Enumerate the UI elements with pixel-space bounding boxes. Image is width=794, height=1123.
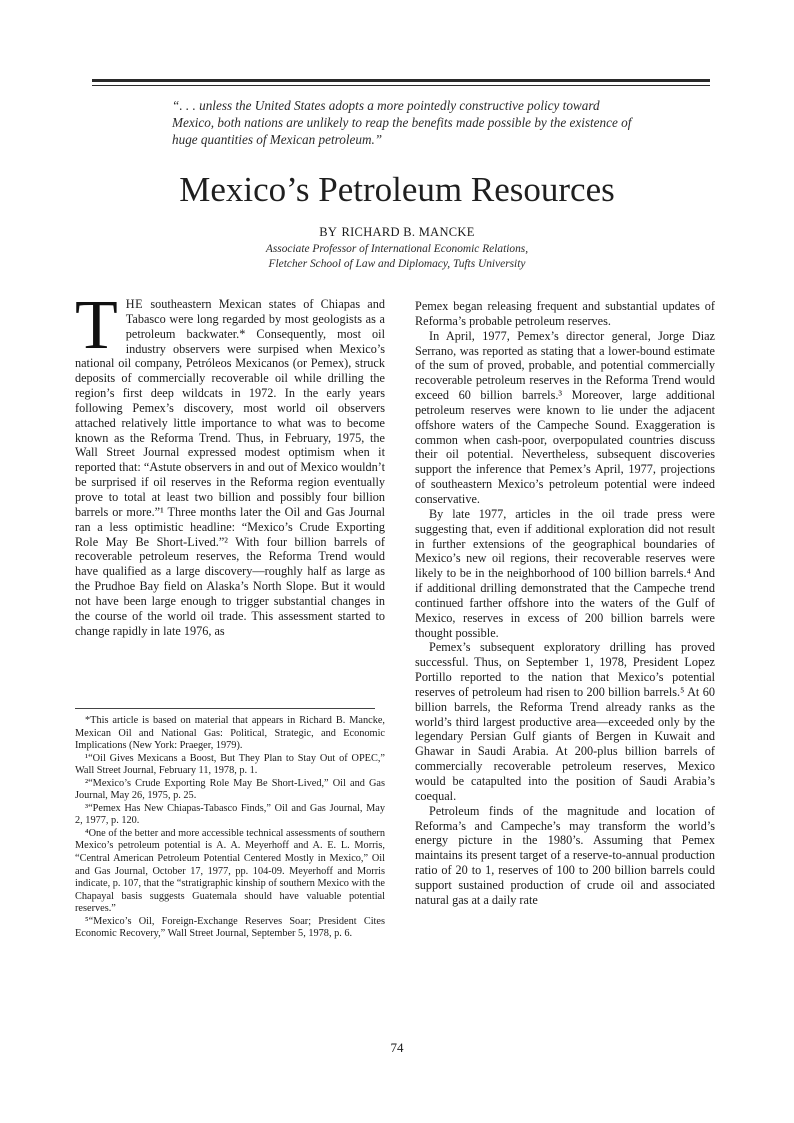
author-name: RICHARD B. MANCKE: [341, 225, 475, 239]
footnote: ⁵“Mexico’s Oil, Foreign-Exchange Reserves Soar; President Cites Economic Recovery,” Wall Street Journal, September 5, 1978, p. 6.: [75, 915, 385, 940]
epigraph-quote: “. . . unless the United States adopts a more pointedly constructive policy toward Mexico, both nations are unlikely to reap the benefits made possible by the existence of huge quantities of Mexican petroleum.”: [172, 98, 632, 147]
footnote: ⁴One of the better and more accessible technical assessments of southern Mexico’s petroleum potential is A. A. Meyerhoff and A. E. L. Morris, “Central American Petroleum Potential Centered Mostly in Mexico,” Oil and Gas Journal, October 17, 1977, pp. 104-09. Meyerhoff and Morris indicate, p. 107, that the “stratigraphic kinship of southern Mexico with the Chapayal basis suggests Guatemala should have valuable potential reserves.”: [75, 827, 385, 915]
byline-prefix: BY: [319, 225, 338, 239]
footnote: *This article is based on material that appears in Richard B. Mancke, Mexican Oil and National Gas: Political, Strategic, and Economic Implications (New York: Praeger, 1979).: [75, 715, 385, 752]
opening-paragraph-text: southeastern Mexican states of Chiapas and Tabasco were long regarded by most geologists as a petroleum backwater.* Consequently, most oil industry observers were surpised when Mexico’s national oil company, Petróleos Mexicanos (or Pemex), struck deposits of commercially recoverable oil while drilling the region’s first deep wildcats in 1972. In the early years following Pemex’s discovery, most world oil observers attached relatively little importance to what was to become known as the Reforma Trend. Thus, in February, 1975, the Wall Street Journal expressed modest optimism when it reported that: “Astute observers in and out of Mexico wouldn’t be surprised if oil reserves in the Reforma region eventually prove to total at least two billion and possibly four billion barrels or more.”¹ Three months later the Oil and Gas Journal ran a less optimistic headline: “Mexico’s Crude Exporting Role May Be Short-Lived.”² With four billion barrels of recoverable petroleum reserves, the Reforma Trend would have qualified as a large discovery—roughly half as large as the Prudhoe Bay field on Alaska’s North Slope. But it would not have been large enough to trigger substantial changes in the course of the world oil trade. This assessment started to change rapidly in late 1976, as: [75, 297, 385, 638]
footnotes: [75, 715, 385, 941]
byline: [0, 223, 794, 241]
affiliation-line-2: Fletcher School of Law and Diplomacy, Tufts University: [268, 258, 526, 270]
body-paragraph: Pemex began releasing frequent and substantial updates of Reforma’s probable petroleum reserves.: [415, 299, 715, 328]
lead-in: HE: [125, 297, 144, 311]
body-paragraph: Petroleum finds of the magnitude and location of Reforma’s and Campeche’s may transform the world’s energy picture in the 1980’s. Assuming that Pemex maintains its present target of a reserve-to-annual production ratio of 20 to 1, reserves of 100 to 200 billion barrels could support sustained production of crude oil and associated natural gas at a daily rate: [415, 803, 715, 907]
left-column: [75, 287, 385, 638]
header-rule-thin: [92, 85, 710, 86]
opening-paragraph: [75, 287, 385, 638]
footnote: ²“Mexico’s Crude Exporting Role May Be Short-Lived,” Oil and Gas Journal, May 26, 1975, p. 25.: [75, 777, 385, 802]
body-paragraph: Pemex’s subsequent exploratory drilling has proved successful. Thus, on September 1, 1978, President Lopez Portillo reported to the nation that Mexico’s potential reserves of petroleum had risen to 200 billion barrels.⁵ At 60 billion barrels, the Reforma Trend already ranks as the world’s third largest productive area—exceeded only by the legendary Persian Gulf giants of Bergen in Kuwait and Ghawar in Saudi Arabia. At 200-plus billion barrels of commercially recoverable petroleum reserves, Mexico would be catapulted into the position of Saudi Arabia’s coequal.: [415, 640, 715, 803]
author-affiliation: [0, 242, 794, 272]
footnote: ¹“Oil Gives Mexicans a Boost, But They Plan to Stay Out of OPEC,” Wall Street Journal, February 11, 1978, p. 1.: [75, 752, 385, 777]
footnote: ³“Pemex Has New Chiapas-Tabasco Finds,” Oil and Gas Journal, May 2, 1977, p. 120.: [75, 802, 385, 827]
body-paragraph: By late 1977, articles in the oil trade press were suggesting that, even if additional exploration did not result in further extensions of the geographical boundaries of Mexico’s new oil regions, their recoverable reserves were likely to be in the neighborhood of 100 billion barrels.⁴ And if additional drilling demonstrated that the Campeche trend continued farther offshore into the waters of the Gulf of Mexico, reserves in excess of 200 billion barrels were thought possible.: [415, 506, 715, 640]
page-number: 74: [390, 1040, 404, 1055]
affiliation-line-1: Associate Professor of International Economic Relations,: [265, 243, 529, 255]
drop-cap: T: [75, 287, 118, 364]
footnote-rule: [75, 708, 375, 709]
header-rule-thick: [92, 79, 710, 82]
right-column: [415, 299, 715, 908]
body-paragraph: In April, 1977, Pemex’s director general, Jorge Diaz Serrano, was reported as stating that a lower-bound estimate of the sum of proved, probable, and potential commercially recoverable petroleum reserves in the Reforma Trend would exceed 60 billion barrels.³ Moreover, large additional petroleum reserves were known to lie under the adjacent offshore waters of the Campeche Sound. Exaggeration is common when cash-poor, overpopulated countries discuss their oil potential. Nevertheless, subsequent discoveries support the inference that Pemex’s April, 1977, projections of southeastern Mexico’s petroleum potential were indeed conservative.: [415, 328, 715, 506]
article-title: Mexico’s Petroleum Resources: [179, 170, 615, 209]
